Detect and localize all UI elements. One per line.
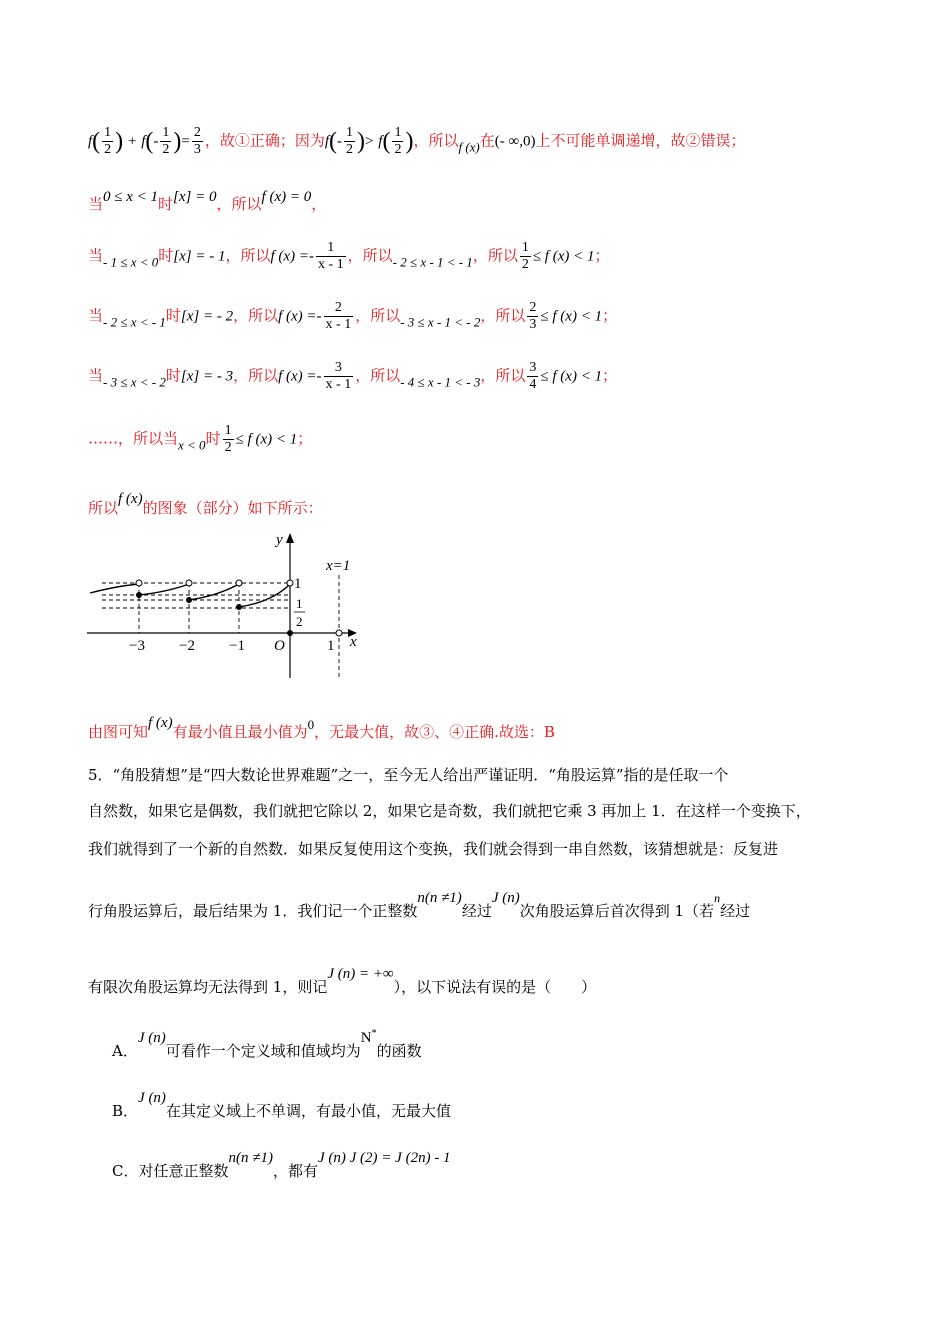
closed-dot-4 bbox=[287, 630, 293, 636]
closed-dot-3 bbox=[236, 604, 242, 610]
origin-label: O bbox=[274, 638, 285, 654]
function-graph bbox=[82, 530, 372, 680]
solution-line-2: 当0 ≤ x < 1时[x] = 0，所以f (x) = 0， bbox=[88, 189, 327, 213]
x-axis-label: x bbox=[350, 634, 357, 650]
solution-line-3: 当- 1 ≤ x < 0时[x] = - 1，所以f (x) =- $\frac{1}{x - 1}$ ，所以- 2 ≤ x - 1 < - 1，所以 $\frac{1}{2}$ ≤ f (x) < 1； bbox=[88, 240, 610, 272]
q5-paragraph-4: 行角股运算后，最后结果为 1．我们记一个正整数n(n ≠1)经过J (n)次角股运算后首次得到 1（若n经过 bbox=[88, 890, 751, 920]
line-x1-label: x=1 bbox=[326, 558, 351, 574]
closed-dot-1 bbox=[136, 592, 142, 598]
open-dot-5 bbox=[336, 630, 342, 636]
q5-paragraph-1: 5．“角股猜想”是“四大数论世界难题”之一，至今无人给出严谨证明．“角股运算”指的是任取一个 bbox=[88, 766, 729, 784]
solution-line-7: 所以f (x)的图象（部分）如下所示： bbox=[88, 491, 323, 517]
tick-label-half-den: 2 bbox=[296, 614, 303, 629]
y-axis-label: y bbox=[276, 532, 283, 548]
tick-label-neg3: −3 bbox=[129, 638, 145, 654]
solution-line-6: ……，所以当x < 0时 $\frac{1}{2}$ ≤ f (x) < 1； bbox=[88, 423, 313, 455]
option-a[interactable]: A．J (n)可看作一个定义域和值域均为N*的函数 bbox=[112, 1028, 422, 1060]
curve-piece-2 bbox=[139, 584, 189, 595]
tick-label-neg2: −2 bbox=[179, 638, 195, 654]
q5-paragraph-5: 有限次角股运算均无法得到 1，则记J (n) = +∞），以下说法有误的是（ ） bbox=[88, 966, 597, 996]
open-dot-1 bbox=[136, 580, 142, 586]
curve-piece-1 bbox=[90, 584, 139, 593]
q5-paragraph-2: 自然数，如果它是偶数，我们就把它除以 2，如果它是奇数，我们就把它乘 3 再加上 1．在这样一个变换下， bbox=[88, 802, 811, 820]
option-b[interactable]: B．J (n)在其定义域上不单调，有最小值，无最大值 bbox=[112, 1090, 451, 1120]
curve-piece-3 bbox=[189, 584, 239, 600]
y-axis-arrow bbox=[286, 533, 294, 543]
option-c[interactable]: C．对任意正整数n(n ≠1)，都有J (n) J (2) = J (2n) - 1 bbox=[112, 1150, 451, 1180]
open-dot-2 bbox=[186, 580, 192, 586]
solution-line-5: 当- 3 ≤ x < - 2时[x] = - 3，所以f (x) =- $\frac{3}{x - 1}$ ，所以- 4 ≤ x - 1 < - 3，所以 $\frac{3}{4}$ ≤ f (x) < 1； bbox=[88, 360, 618, 392]
tick-label-1: 1 bbox=[327, 638, 335, 654]
closed-dot-2 bbox=[186, 597, 192, 603]
curve-piece-4 bbox=[239, 584, 290, 607]
open-dot-3 bbox=[236, 580, 242, 586]
q5-paragraph-3: 我们就得到了一个新的自然数．如果反复使用这个变换，我们就会得到一串自然数，该猜想就是：反复进 bbox=[88, 840, 779, 858]
tick-label-half-num: 1 bbox=[296, 596, 303, 611]
solution-line-4: 当- 2 ≤ x < - 1时[x] = - 2，所以f (x) =- $\frac{2}{x - 1}$ ，所以- 3 ≤ x - 1 < - 2，所以 $\frac{2}{3}$ ≤ f (x) < 1； bbox=[88, 300, 618, 332]
solution-conclusion: 由图可知f (x)有最小值且最小值为0，无最大值，故③、④正确.故选：B bbox=[88, 715, 555, 741]
tick-label-neg1: −1 bbox=[229, 638, 245, 654]
open-dot-4 bbox=[287, 580, 293, 586]
tick-label-y1: 1 bbox=[294, 576, 302, 592]
solution-line-1: f( $\frac{1}{2}$ ) + f(- $\frac{1}{2}$ )= $\frac{2}{3}$ ，故①正确；因为f(- $\frac{1}{2}$ )> f( $\frac{1}{2}$ )，所以f (x)在(- ∞,0)上不可能单调递增，故②错误； bbox=[88, 125, 746, 157]
